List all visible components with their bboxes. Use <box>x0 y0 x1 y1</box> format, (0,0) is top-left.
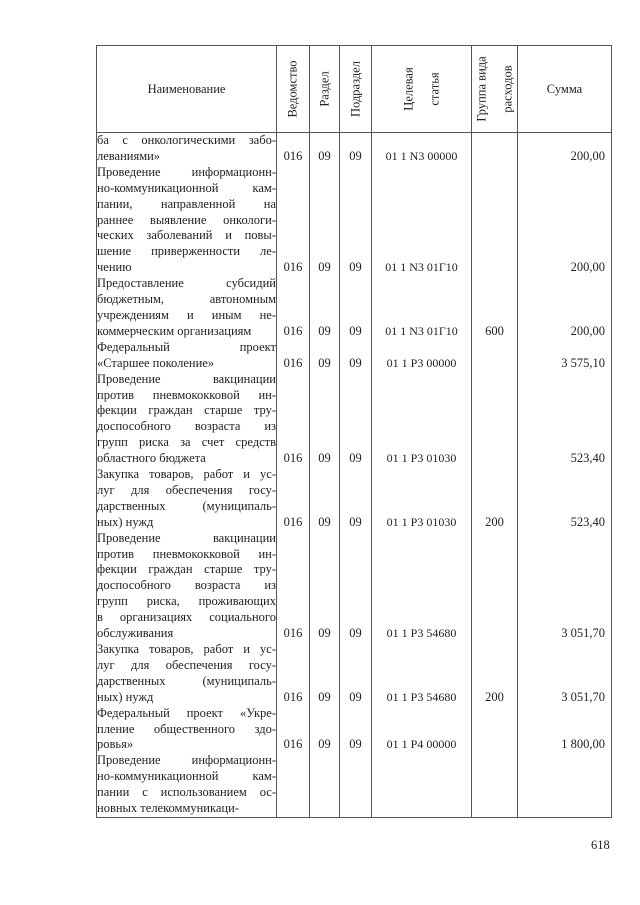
row-name-cell <box>97 340 277 372</box>
row-name-line: фекции граждан старше тру- <box>97 403 276 418</box>
row-name-line: дарственных (муниципаль- <box>97 673 276 688</box>
row-name-line: новных телекоммуникаци- <box>97 801 239 816</box>
row-celevaya <box>372 753 472 817</box>
row-summa: 3 051,70 <box>518 642 612 706</box>
table-body <box>97 133 612 818</box>
row-celevaya: 01 1 P4 00000 <box>372 706 472 754</box>
row-name-line: ных) нужд <box>97 689 154 704</box>
row-celevaya: 01 1 N3 00000 <box>372 133 472 165</box>
row-razdel: 09 <box>310 165 340 276</box>
table-row <box>97 642 612 706</box>
header-row <box>97 46 612 133</box>
header-razdel-text: Раздел <box>317 71 331 107</box>
row-name-line: ровья» <box>97 737 134 752</box>
row-vedomstvo: 016 <box>277 531 310 642</box>
row-name-line: Закупка товаров, работ и ус- <box>97 467 276 482</box>
row-name-line: леваниями» <box>97 148 161 163</box>
row-name-line: ба с онкологическими забо- <box>97 133 276 147</box>
row-name-cell <box>97 165 277 276</box>
row-razdel <box>310 753 340 817</box>
row-summa: 523,40 <box>518 372 612 467</box>
row-vedomstvo: 016 <box>277 372 310 467</box>
row-gruppa <box>472 706 518 754</box>
row-name-line: дарственных (муниципаль- <box>97 498 276 513</box>
row-name-line: Проведение вакцинации <box>97 530 276 545</box>
row-name-line: Федеральный проект <box>97 339 276 354</box>
row-name-cell <box>97 133 277 165</box>
row-razdel: 09 <box>310 531 340 642</box>
row-gruppa <box>472 753 518 817</box>
row-podrazdel <box>340 753 372 817</box>
row-summa: 200,00 <box>518 276 612 340</box>
header-summa <box>518 46 612 133</box>
row-name-line: Проведение информационн- <box>97 753 276 768</box>
row-vedomstvo: 016 <box>277 133 310 165</box>
header-razdel <box>310 46 340 133</box>
row-podrazdel: 09 <box>340 372 372 467</box>
row-vedomstvo <box>277 753 310 817</box>
table-row <box>97 340 612 372</box>
row-celevaya: 01 1 N3 01Г10 <box>372 165 472 276</box>
table-row <box>97 531 612 642</box>
row-summa: 1 800,00 <box>518 706 612 754</box>
row-name-line: против пневмококковой ин- <box>97 546 276 561</box>
row-vedomstvo: 016 <box>277 467 310 531</box>
row-name-line: Проведение информационн- <box>97 164 276 179</box>
row-podrazdel: 09 <box>340 706 372 754</box>
row-name-cell <box>97 372 277 467</box>
row-podrazdel: 09 <box>340 340 372 372</box>
header-name-text: Наименование <box>147 81 226 96</box>
row-gruppa <box>472 340 518 372</box>
row-celevaya: 01 1 N3 01Г10 <box>372 276 472 340</box>
row-name-line: пление общественного здо- <box>97 721 276 736</box>
row-celevaya: 01 1 P3 00000 <box>372 340 472 372</box>
row-name-line: ных) нужд <box>97 514 154 529</box>
row-name-cell <box>97 642 277 706</box>
row-name-line: луг для обеспечения госу- <box>97 657 276 672</box>
row-summa: 523,40 <box>518 467 612 531</box>
table-row <box>97 276 612 340</box>
row-podrazdel: 09 <box>340 165 372 276</box>
page-number: 618 <box>591 838 610 852</box>
row-name-line: коммерческим организациям <box>97 323 252 338</box>
row-celevaya: 01 1 P3 01030 <box>372 372 472 467</box>
row-razdel: 09 <box>310 467 340 531</box>
row-name-line: луг для обеспечения госу- <box>97 482 276 497</box>
row-razdel: 09 <box>310 706 340 754</box>
header-name <box>97 46 277 133</box>
row-name-line: пании с использованием ос- <box>97 785 276 800</box>
header-gruppa-line1: Группа вида <box>474 56 488 122</box>
row-gruppa <box>472 372 518 467</box>
header-celevaya-line1: Целевая <box>401 67 415 111</box>
row-name-line: чению <box>97 260 132 275</box>
row-name-line: но-коммуникационной кам- <box>97 769 276 784</box>
header-gruppa-text <box>475 56 514 121</box>
row-name-line: Проведение вакцинации <box>97 371 276 386</box>
table-row <box>97 372 612 467</box>
row-name-line: раннее выявление онкологи- <box>97 212 276 227</box>
row-name-line: обслуживания <box>97 626 174 641</box>
header-vedomstvo-text: Ведомство <box>285 60 300 118</box>
row-summa: 200,00 <box>518 165 612 276</box>
row-gruppa: 600 <box>472 276 518 340</box>
row-razdel: 09 <box>310 276 340 340</box>
header-gruppa <box>472 46 518 133</box>
row-name-line: групп риска, проживающих <box>97 594 276 609</box>
row-name-line: доспособного возраста из <box>97 419 276 434</box>
row-name-line: областного бюджета <box>97 451 206 466</box>
header-podrazdel-text: Подраздел <box>348 61 362 117</box>
row-summa: 3 575,10 <box>518 340 612 372</box>
row-name-line: шение приверженности ле- <box>97 244 276 259</box>
row-gruppa: 200 <box>472 642 518 706</box>
row-name-line: доспособного возраста из <box>97 578 276 593</box>
row-celevaya: 01 1 P3 54680 <box>372 642 472 706</box>
row-name-line: но-коммуникационной кам- <box>97 180 276 195</box>
row-name-line: фекции граждан старше тру- <box>97 562 276 577</box>
table-row <box>97 133 612 165</box>
header-podrazdel <box>340 46 372 133</box>
row-name-line: бюджетным, автономным <box>97 292 276 307</box>
row-name-cell <box>97 467 277 531</box>
header-gruppa-line2: расходов <box>500 65 514 113</box>
row-name-line: в организациях социального <box>97 610 276 625</box>
header-vedomstvo <box>277 46 310 133</box>
row-name-cell <box>97 276 277 340</box>
row-podrazdel: 09 <box>340 531 372 642</box>
row-name-cell <box>97 753 277 817</box>
row-podrazdel: 09 <box>340 467 372 531</box>
row-gruppa <box>472 165 518 276</box>
row-vedomstvo: 016 <box>277 165 310 276</box>
row-podrazdel: 09 <box>340 642 372 706</box>
row-name-cell <box>97 706 277 754</box>
row-name-line: против пневмококковой ин- <box>97 387 276 402</box>
row-gruppa <box>472 133 518 165</box>
row-celevaya: 01 1 P3 54680 <box>372 531 472 642</box>
row-vedomstvo: 016 <box>277 642 310 706</box>
row-summa: 200,00 <box>518 133 612 165</box>
row-name-line: учреждениям и иным не- <box>97 307 276 322</box>
row-name-line: Предоставление субсидий <box>97 276 276 291</box>
row-name-line: «Старшее поколение» <box>97 355 215 370</box>
row-razdel: 09 <box>310 372 340 467</box>
table-row <box>97 467 612 531</box>
row-name-line: пании, направленной на <box>97 196 276 211</box>
header-summa-text: Сумма <box>546 81 583 96</box>
row-name-line: Закупка товаров, работ и ус- <box>97 642 276 656</box>
table-row <box>97 706 612 754</box>
row-razdel: 09 <box>310 133 340 165</box>
row-vedomstvo: 016 <box>277 340 310 372</box>
header-celevaya <box>372 46 472 133</box>
row-vedomstvo: 016 <box>277 706 310 754</box>
row-razdel: 09 <box>310 340 340 372</box>
header-celevaya-text <box>402 67 441 110</box>
row-summa <box>518 753 612 817</box>
row-gruppa: 200 <box>472 467 518 531</box>
row-razdel: 09 <box>310 642 340 706</box>
row-name-line: Федеральный проект «Укре- <box>97 705 276 720</box>
row-podrazdel: 09 <box>340 276 372 340</box>
row-summa: 3 051,70 <box>518 531 612 642</box>
table-row <box>97 165 612 276</box>
row-name-cell <box>97 531 277 642</box>
row-podrazdel: 09 <box>340 133 372 165</box>
row-celevaya: 01 1 P3 01030 <box>372 467 472 531</box>
table-row <box>97 753 612 817</box>
header-celevaya-line2: статья <box>427 72 441 106</box>
row-gruppa <box>472 531 518 642</box>
row-name-line: групп риска за счет средств <box>97 435 276 450</box>
row-name-line: ческих заболеваний и повы- <box>97 228 276 243</box>
budget-table <box>96 45 612 818</box>
row-vedomstvo: 016 <box>277 276 310 340</box>
